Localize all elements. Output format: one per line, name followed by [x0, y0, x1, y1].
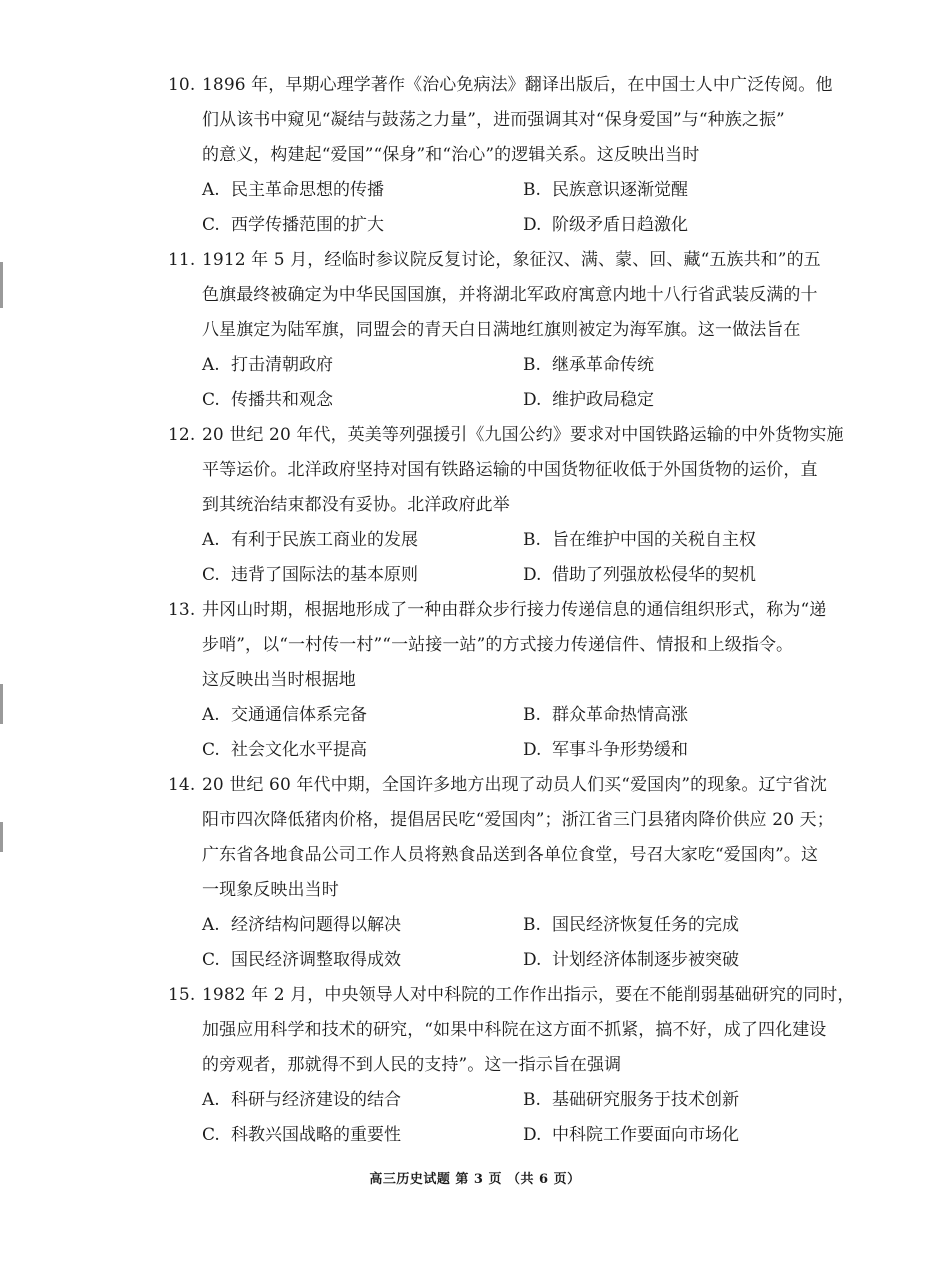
question-stem-line: 色旗最终被确定为中华民国国旗，并将湖北军政府寓意内地十八行省武装反满的十: [202, 285, 818, 305]
question-15: [168, 978, 855, 1153]
option-b: B. 国民经济恢复任务的完成: [523, 915, 739, 935]
option-d: D. 中科院工作要面向市场化: [523, 1125, 739, 1145]
question-stem-line: 的意义，构建起“爱国”“保身”和“治心”的逻辑关系。这反映出当时: [202, 145, 700, 165]
option-d: D. 阶级矛盾日趋激化: [523, 215, 688, 235]
question-number: 15.: [168, 985, 196, 1005]
question-13: [168, 593, 844, 768]
option-c: C. 传播共和观念: [202, 390, 333, 410]
options: [168, 1083, 844, 1153]
question-stem-line: 加强应用科学和技术的研究，“如果中科院在这方面不抓紧，搞不好，成了四化建设: [202, 1020, 827, 1040]
options: [168, 348, 844, 418]
option-b: B. 群众革命热情高涨: [523, 705, 688, 725]
option-d: D. 借助了列强放松侵华的契机: [523, 565, 756, 585]
options: [168, 698, 844, 768]
scan-margin-mark: [0, 262, 3, 308]
question-number: 10.: [168, 75, 196, 95]
option-d: D. 维护政局稳定: [523, 390, 654, 410]
question-stem-line: 广东省各地食品公司工作人员将熟食品送到各单位食堂，号召大家吃“爱国肉”。这: [202, 845, 819, 865]
option-a: A. 有利于民族工商业的发展: [202, 530, 418, 550]
scan-margin-mark: [0, 822, 3, 852]
option-a: A. 民主革命思想的传播: [202, 180, 384, 200]
question-number: 13.: [168, 600, 196, 620]
question-stem-line: 1896 年，早期心理学著作《治心免病法》翻译出版后，在中国士人中广泛传阅。他: [202, 75, 833, 95]
question-stem-line: 阳市四次降低猪肉价格，提倡居民吃“爱国肉”；浙江省三门县猪肉降价供应 20 天；: [202, 810, 834, 830]
question-number: 11.: [168, 250, 196, 270]
question-stem-line: 20 世纪 20 年代，英美等列强援引《九国公约》要求对中国铁路运输的中外货物实施: [202, 425, 844, 445]
question-stem-line: 一现象反映出当时: [202, 880, 339, 900]
question-stem-line: 步哨”，以“一村传一村”“一站接一站”的方式接力传递信件、情报和上级指令。: [202, 635, 794, 655]
question-stem-line: 20 世纪 60 年代中期，全国许多地方出现了动员人们买“爱国肉”的现象。辽宁省沈: [202, 775, 827, 795]
question-14: [168, 768, 844, 978]
question-12: [168, 418, 844, 593]
question-stem-line: 1912 年 5 月，经临时参议院反复讨论，象征汉、满、蒙、回、藏“五族共和”的五: [202, 250, 821, 270]
question-stem-line: 1982 年 2 月，中央领导人对中科院的工作作出指示，要在不能削弱基础研究的同时，: [202, 985, 855, 1005]
option-b: B. 基础研究服务于技术创新: [523, 1090, 739, 1110]
option-a: A. 打击清朝政府: [202, 355, 333, 375]
question-stem-line: 这反映出当时根据地: [202, 670, 356, 690]
question-11: [168, 243, 844, 418]
question-10: [168, 68, 844, 243]
options: [168, 173, 844, 243]
options: [168, 523, 844, 593]
option-b: B. 继承革命传统: [523, 355, 654, 375]
option-a: A. 科研与经济建设的结合: [202, 1090, 401, 1110]
option-b: B. 旨在维护中国的关税自主权: [523, 530, 756, 550]
question-stem-line: 平等运价。北洋政府坚持对国有铁路运输的中国货物征收低于外国货物的运价，直: [202, 460, 818, 480]
question-stem-line: 井冈山时期，根据地形成了一种由群众步行接力传递信息的通信组织形式，称为“递: [202, 600, 827, 620]
question-stem-line: 到其统治结束都没有妥协。北洋政府此举: [202, 495, 510, 515]
option-d: D. 军事斗争形势缓和: [523, 740, 688, 760]
option-c: C. 国民经济调整取得成效: [202, 950, 401, 970]
question-stem-line: 八星旗定为陆军旗，同盟会的青天白日满地红旗则被定为海军旗。这一做法旨在: [202, 320, 801, 340]
question-stem-line: 们从该书中窥见“凝结与鼓荡之力量”，进而强调其对“保身爱国”与“种族之振”: [202, 110, 785, 130]
option-a: A. 交通通信体系完备: [202, 705, 367, 725]
option-b: B. 民族意识逐渐觉醒: [523, 180, 688, 200]
option-c: C. 西学传播范围的扩大: [202, 215, 384, 235]
question-number: 12.: [168, 425, 196, 445]
question-number: 14.: [168, 775, 196, 795]
question-stem-line: 的旁观者，那就得不到人民的支持”。这一指示旨在强调: [202, 1055, 622, 1075]
option-c: C. 社会文化水平提高: [202, 740, 367, 760]
page-footer: 高三历史试题 第 3 页 （共 6 页）: [369, 1172, 581, 1187]
option-d: D. 计划经济体制逐步被突破: [523, 950, 739, 970]
options: [168, 908, 844, 978]
option-c: C. 违背了国际法的基本原则: [202, 565, 418, 585]
scan-margin-mark: [0, 684, 3, 724]
option-c: C. 科教兴国战略的重要性: [202, 1125, 401, 1145]
option-a: A. 经济结构问题得以解决: [202, 915, 401, 935]
